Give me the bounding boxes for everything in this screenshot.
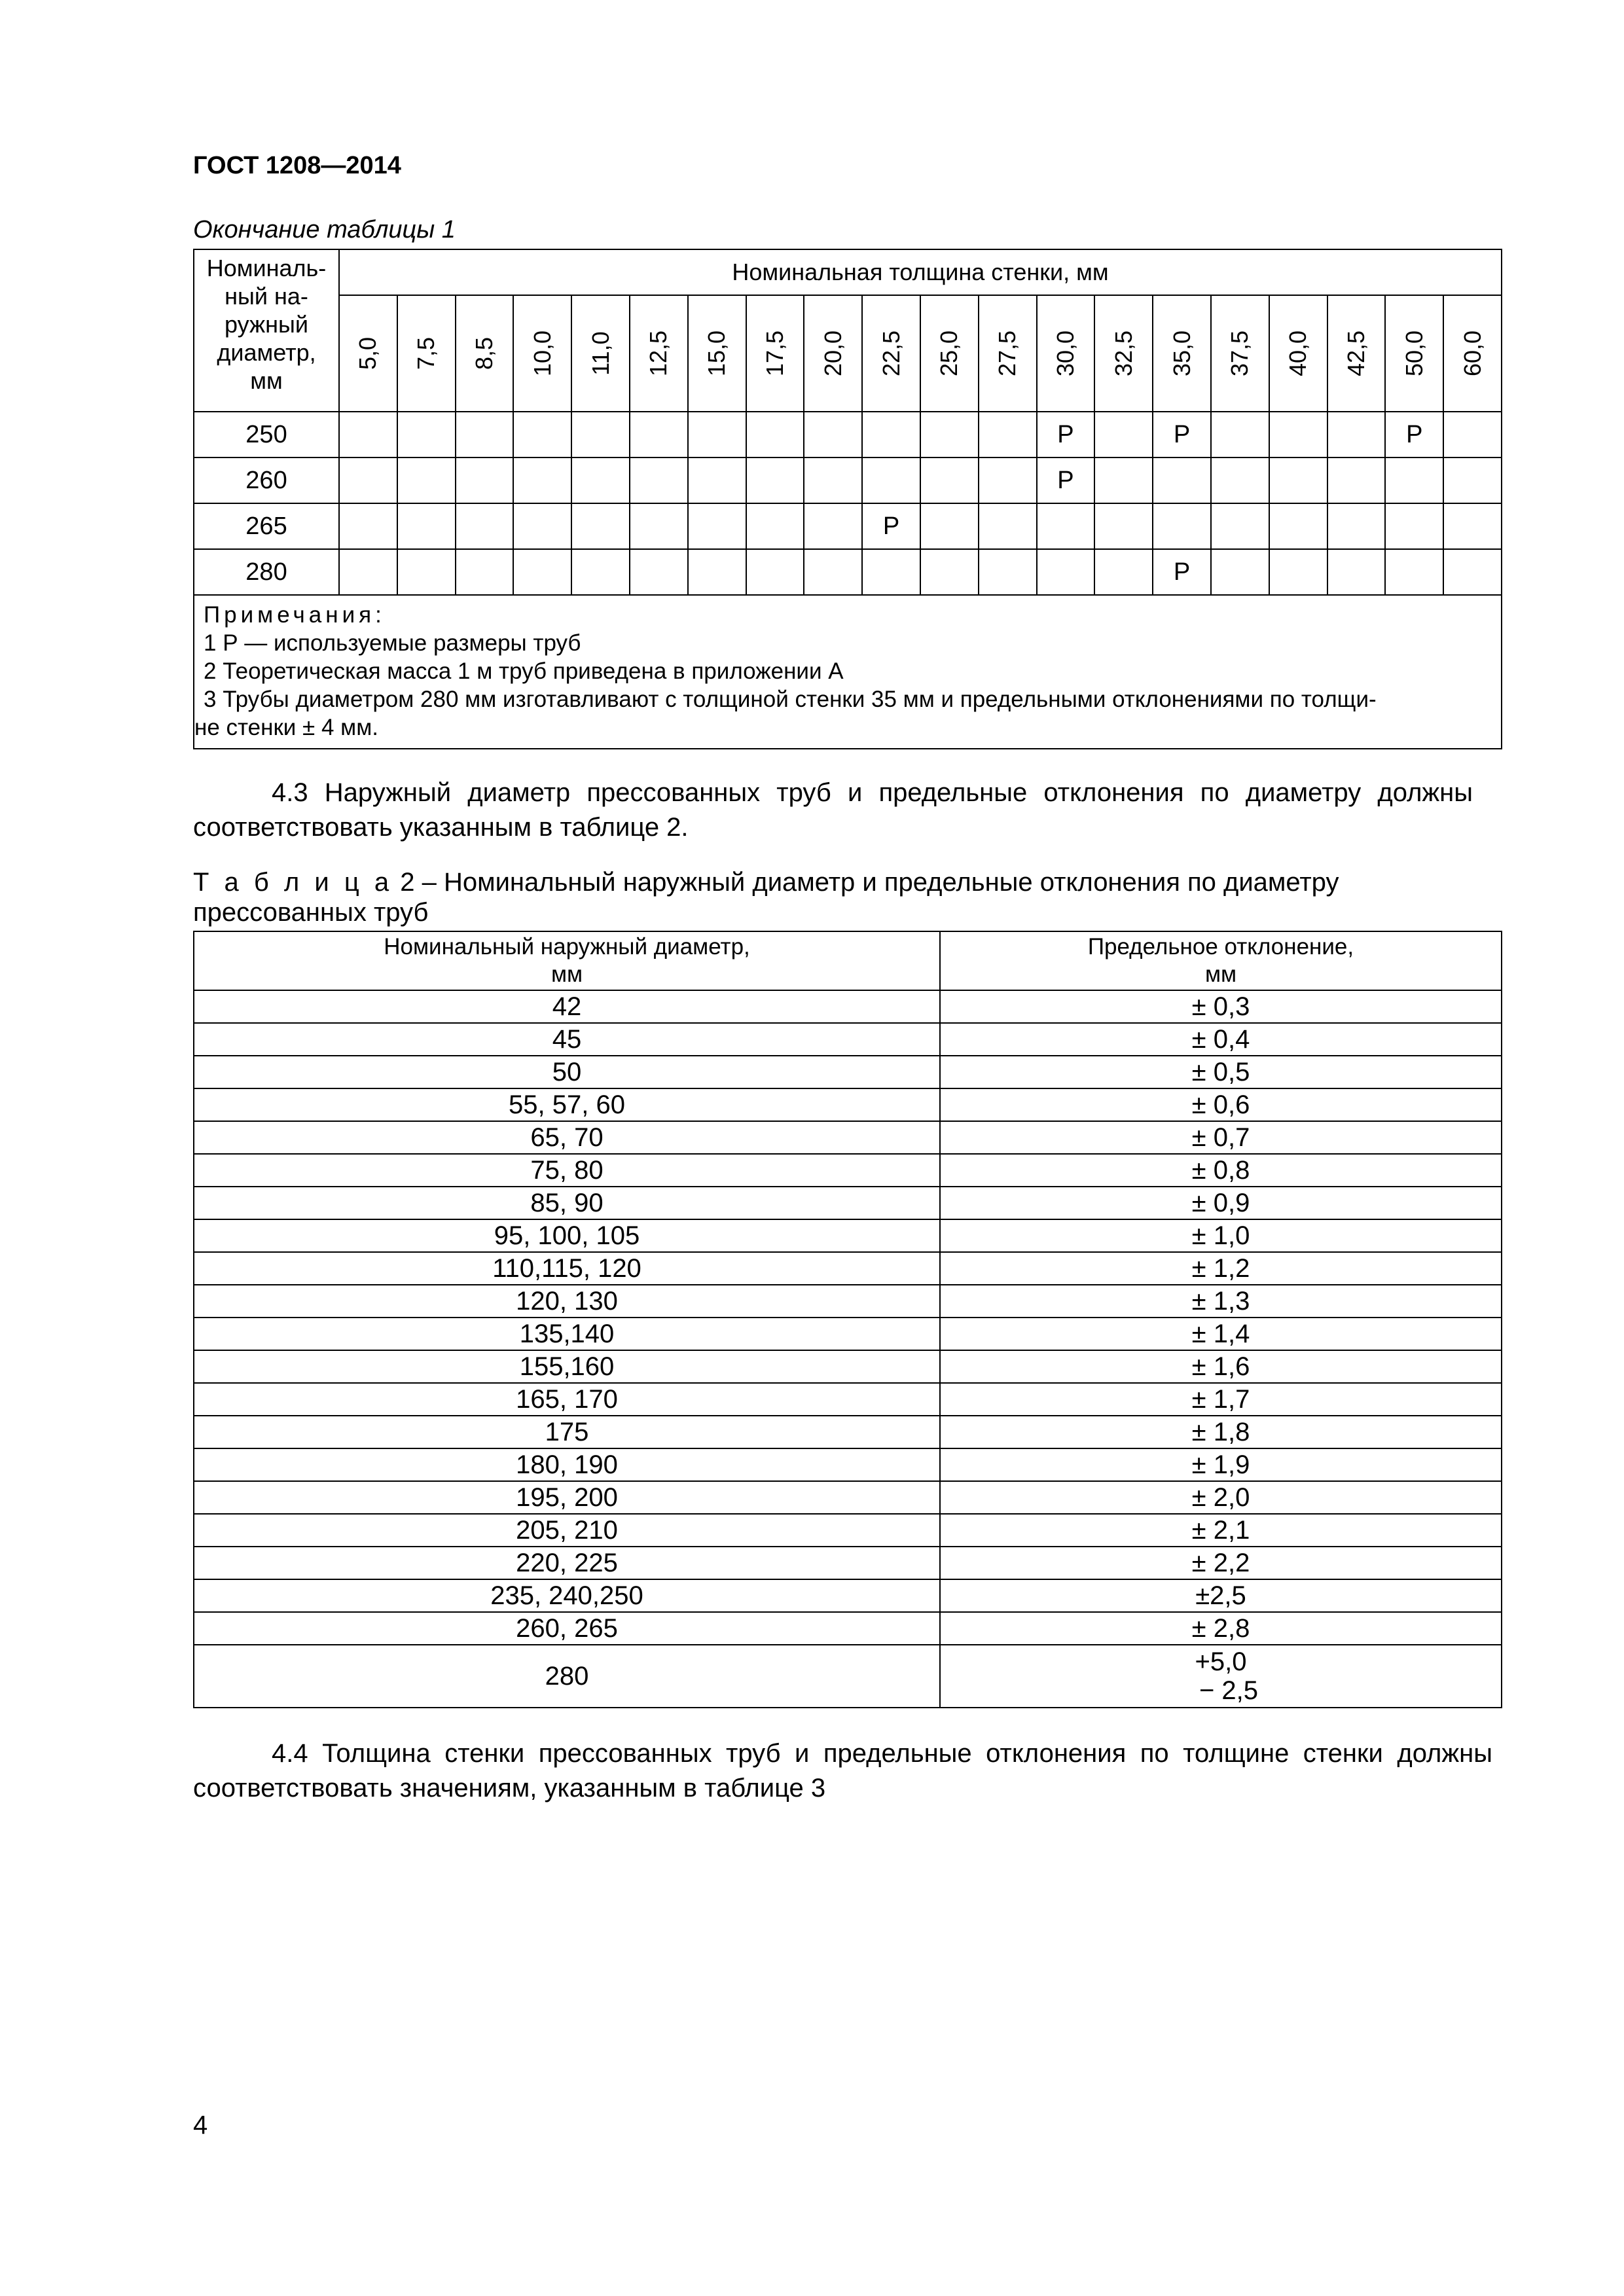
deviation-cell: ± 2,2	[940, 1547, 1502, 1579]
size-mark-cell: Р	[1037, 457, 1095, 503]
size-mark-cell	[1443, 549, 1502, 595]
table2	[193, 931, 1502, 1708]
size-mark-cell	[979, 549, 1037, 595]
thickness-header-cell	[804, 295, 862, 412]
table-row	[194, 1481, 1502, 1514]
note-3-cont: не стенки ± 4 мм.	[194, 715, 379, 740]
deviation-cell: ± 0,4	[940, 1023, 1502, 1056]
table-row	[194, 1579, 1502, 1612]
deviation-cell: ± 0,7	[940, 1121, 1502, 1154]
size-mark-cell	[979, 457, 1037, 503]
col2-header-line: Предельное отклонение,	[1087, 934, 1354, 960]
table-row	[194, 1547, 1502, 1579]
size-mark-cell	[920, 412, 979, 457]
size-mark-cell	[339, 503, 397, 549]
deviation-cell: ± 1,7	[940, 1383, 1502, 1416]
size-mark-cell	[1443, 412, 1502, 457]
diameter-cell: 250	[194, 412, 339, 457]
size-mark-cell	[513, 503, 571, 549]
thickness-header-cell	[1153, 295, 1211, 412]
diameter-cell: 235, 240,250	[194, 1579, 940, 1612]
size-mark-cell	[862, 412, 920, 457]
thickness-label: 60,0	[1458, 330, 1486, 377]
paragraph-4-4-text: 4.4 Толщина стенки прессованных труб и предельные отклонения по толщине стенки должны соответствовать значениям, указанным в таблице 3	[193, 1739, 1492, 1803]
table2-col2-header	[940, 931, 1502, 990]
size-mark-cell	[397, 503, 456, 549]
size-mark-cell	[1094, 412, 1153, 457]
table-row	[194, 549, 1502, 595]
size-mark-cell	[339, 549, 397, 595]
size-mark-cell	[920, 549, 979, 595]
thickness-label: 17,5	[761, 330, 788, 377]
size-mark-cell	[688, 457, 746, 503]
diameter-cell: 85, 90	[194, 1187, 940, 1219]
size-mark-cell	[804, 549, 862, 595]
thickness-header-cell	[339, 295, 397, 412]
diameter-cell: 135,140	[194, 1318, 940, 1350]
size-mark-cell	[397, 549, 456, 595]
size-mark-cell	[1153, 457, 1211, 503]
deviation-cell: ± 0,5	[940, 1056, 1502, 1088]
thickness-header-cell	[1211, 295, 1269, 412]
size-mark-cell	[746, 457, 804, 503]
diameter-cell: 175	[194, 1416, 940, 1448]
thickness-label: 37,5	[1226, 330, 1254, 377]
note-2: 2 Теоретическая масса 1 м труб приведена в приложении А	[204, 658, 844, 684]
size-mark-cell	[456, 412, 514, 457]
col1-header-line: Номинальный наружный диаметр,	[384, 934, 750, 960]
thickness-label: 32,5	[1110, 330, 1137, 377]
size-mark-cell	[1385, 549, 1443, 595]
deviation-minus: − 2,5	[1199, 1676, 1259, 1705]
document-header: ГОСТ 1208—2014	[193, 152, 401, 179]
paragraph-4-3	[193, 776, 1473, 845]
diameter-cell: 260, 265	[194, 1612, 940, 1645]
table1-diameter-header	[194, 249, 339, 412]
diameter-cell: 155,160	[194, 1350, 940, 1383]
size-mark-cell	[1269, 412, 1327, 457]
thickness-header-cell	[1385, 295, 1443, 412]
deviation-plus: +5,0	[1195, 1647, 1247, 1676]
size-mark-cell	[688, 549, 746, 595]
size-mark-cell	[688, 412, 746, 457]
diameter-cell: 50	[194, 1056, 940, 1088]
diameter-cell: 45	[194, 1023, 940, 1056]
table-row	[194, 1088, 1502, 1121]
thickness-label: 15,0	[703, 330, 731, 377]
size-mark-cell	[1443, 457, 1502, 503]
diam-header-line: ружный	[225, 311, 308, 338]
table-row	[194, 1056, 1502, 1088]
table1-caption: Окончание таблицы 1	[193, 216, 456, 243]
size-mark-cell	[1269, 549, 1327, 595]
thickness-label: 25,0	[935, 330, 963, 377]
size-mark-cell	[513, 457, 571, 503]
diam-header-line: ный на-	[225, 283, 308, 310]
table-row	[194, 1416, 1502, 1448]
size-mark-cell	[630, 412, 688, 457]
size-mark-cell: Р	[862, 503, 920, 549]
deviation-cell: ± 1,2	[940, 1252, 1502, 1285]
size-mark-cell	[513, 412, 571, 457]
thickness-header-cell	[1094, 295, 1153, 412]
thickness-label: 12,5	[645, 330, 672, 377]
thickness-label: 20,0	[819, 330, 846, 377]
table1	[193, 249, 1502, 749]
size-mark-cell	[630, 457, 688, 503]
thickness-label: 35,0	[1168, 330, 1195, 377]
deviation-cell: ± 1,0	[940, 1219, 1502, 1252]
table-row	[194, 1121, 1502, 1154]
notes-title: Примечания:	[204, 602, 386, 628]
deviation-cell: ± 1,3	[940, 1285, 1502, 1318]
size-mark-cell	[804, 412, 862, 457]
deviation-cell: ± 1,6	[940, 1350, 1502, 1383]
table2-last-deviation	[940, 1645, 1502, 1708]
size-mark-cell	[1327, 457, 1386, 503]
table-row	[194, 1350, 1502, 1383]
thickness-label: 27,5	[994, 330, 1021, 377]
size-mark-cell	[630, 549, 688, 595]
table-row	[194, 1448, 1502, 1481]
size-mark-cell	[804, 457, 862, 503]
thickness-label: 42,5	[1342, 330, 1369, 377]
thickness-header-cell	[397, 295, 456, 412]
size-mark-cell	[688, 503, 746, 549]
size-mark-cell	[1094, 503, 1153, 549]
diameter-cell: 55, 57, 60	[194, 1088, 940, 1121]
diameter-cell: 180, 190	[194, 1448, 940, 1481]
table2-last-diameter: 280	[194, 1645, 940, 1708]
diameter-cell: 75, 80	[194, 1154, 940, 1187]
size-mark-cell: Р	[1153, 412, 1211, 457]
thickness-header-cell	[862, 295, 920, 412]
size-mark-cell	[571, 457, 630, 503]
table2-caption-text: 2 – Номинальный наружный диаметр и предельные отклонения по диаметру прессованных труб	[193, 868, 1339, 927]
thickness-header-cell	[979, 295, 1037, 412]
size-mark-cell	[1269, 457, 1327, 503]
size-mark-cell	[746, 412, 804, 457]
size-mark-cell	[1211, 457, 1269, 503]
size-mark-cell	[1211, 549, 1269, 595]
thickness-header-cell	[688, 295, 746, 412]
thickness-header-cell	[1327, 295, 1386, 412]
diameter-cell: 205, 210	[194, 1514, 940, 1547]
table-row	[194, 457, 1502, 503]
thickness-label: 7,5	[412, 336, 440, 370]
col1-header-line: мм	[550, 961, 583, 987]
thickness-label: 10,0	[528, 330, 556, 377]
note-1: 1 Р — используемые размеры труб	[204, 630, 581, 656]
size-mark-cell	[456, 457, 514, 503]
deviation-cell: ± 2,1	[940, 1514, 1502, 1547]
paragraph-4-4	[193, 1736, 1492, 1806]
size-mark-cell	[804, 503, 862, 549]
size-mark-cell	[456, 503, 514, 549]
thickness-header-cell	[920, 295, 979, 412]
diam-header-line: Номиналь-	[206, 255, 327, 281]
size-mark-cell	[979, 503, 1037, 549]
thickness-header-cell	[1037, 295, 1095, 412]
thickness-label: 30,0	[1051, 330, 1079, 377]
size-mark-cell	[1443, 503, 1502, 549]
deviation-cell: ± 0,6	[940, 1088, 1502, 1121]
diameter-cell: 120, 130	[194, 1285, 940, 1318]
deviation-cell: ± 0,3	[940, 990, 1502, 1023]
thickness-label: 50,0	[1400, 330, 1428, 377]
table2-col1-header	[194, 931, 940, 990]
size-mark-cell	[1094, 457, 1153, 503]
deviation-cell: ± 1,9	[940, 1448, 1502, 1481]
table-row	[194, 1187, 1502, 1219]
thickness-header-cell	[513, 295, 571, 412]
diameter-cell: 110,115, 120	[194, 1252, 940, 1285]
size-mark-cell	[1037, 549, 1095, 595]
thickness-label: 8,5	[470, 336, 497, 370]
thickness-header-cell	[571, 295, 630, 412]
size-mark-cell	[397, 412, 456, 457]
table1-notes	[194, 595, 1502, 749]
size-mark-cell	[979, 412, 1037, 457]
table-row	[194, 1514, 1502, 1547]
size-mark-cell	[1153, 503, 1211, 549]
thickness-header-cell	[456, 295, 514, 412]
size-mark-cell	[571, 503, 630, 549]
size-mark-cell	[630, 503, 688, 549]
size-mark-cell	[746, 503, 804, 549]
size-mark-cell	[862, 457, 920, 503]
table2-caption	[193, 867, 1486, 927]
thickness-header-cell	[1269, 295, 1327, 412]
diameter-cell: 265	[194, 503, 339, 549]
diam-header-line: мм	[250, 367, 283, 394]
thickness-label: 40,0	[1284, 330, 1312, 377]
page-number: 4	[193, 2111, 208, 2140]
size-mark-cell	[339, 412, 397, 457]
size-mark-cell	[1327, 503, 1386, 549]
table-row	[194, 412, 1502, 457]
thickness-header-cell	[1443, 295, 1502, 412]
diameter-cell: 220, 225	[194, 1547, 940, 1579]
deviation-cell: ± 2,8	[940, 1612, 1502, 1645]
table-row	[194, 1612, 1502, 1645]
size-mark-cell	[920, 457, 979, 503]
size-mark-cell	[1327, 549, 1386, 595]
diameter-cell: 195, 200	[194, 1481, 940, 1514]
size-mark-cell	[1211, 412, 1269, 457]
diameter-cell: 65, 70	[194, 1121, 940, 1154]
table-row	[194, 1383, 1502, 1416]
size-mark-cell	[1211, 503, 1269, 549]
table-row	[194, 1154, 1502, 1187]
size-mark-cell	[1327, 412, 1386, 457]
size-mark-cell	[920, 503, 979, 549]
table-row	[194, 1252, 1502, 1285]
diameter-cell: 165, 170	[194, 1383, 940, 1416]
size-mark-cell	[513, 549, 571, 595]
deviation-cell: ± 2,0	[940, 1481, 1502, 1514]
size-mark-cell	[746, 549, 804, 595]
table-row	[194, 1318, 1502, 1350]
deviation-cell: ± 1,8	[940, 1416, 1502, 1448]
paragraph-4-3-text: 4.3 Наружный диаметр прессованных труб и предельные отклонения по диаметру должны соответствовать указанным в таблице 2.	[193, 778, 1473, 842]
size-mark-cell	[1269, 503, 1327, 549]
table-row	[194, 1285, 1502, 1318]
deviation-cell: ± 0,9	[940, 1187, 1502, 1219]
diameter-cell: 260	[194, 457, 339, 503]
size-mark-cell	[339, 457, 397, 503]
table-row	[194, 503, 1502, 549]
thickness-label: 22,5	[877, 330, 905, 377]
note-3: 3 Трубы диаметром 280 мм изготавливают с толщиной стенки 35 мм и предельными отклонениями по толщи-	[204, 687, 1377, 712]
table-row	[194, 990, 1502, 1023]
thickness-label: 5,0	[354, 336, 382, 370]
thickness-label: 11,0	[586, 331, 614, 376]
size-mark-cell	[571, 549, 630, 595]
size-mark-cell: Р	[1153, 549, 1211, 595]
col2-header-line: мм	[1204, 961, 1237, 987]
size-mark-cell: Р	[1037, 412, 1095, 457]
size-mark-cell: Р	[1385, 412, 1443, 457]
diameter-cell: 42	[194, 990, 940, 1023]
table1-thickness-header: Номинальная толщина стенки, мм	[339, 249, 1502, 295]
diam-header-line: диаметр,	[217, 339, 316, 366]
thickness-header-cell	[746, 295, 804, 412]
size-mark-cell	[397, 457, 456, 503]
diameter-cell: 280	[194, 549, 339, 595]
table-row	[194, 1023, 1502, 1056]
table2-caption-label: Т а б л и ц а	[193, 868, 393, 897]
size-mark-cell	[456, 549, 514, 595]
deviation-cell: ±2,5	[940, 1579, 1502, 1612]
size-mark-cell	[1094, 549, 1153, 595]
size-mark-cell	[1385, 503, 1443, 549]
diameter-cell: 95, 100, 105	[194, 1219, 940, 1252]
size-mark-cell	[571, 412, 630, 457]
size-mark-cell	[1037, 503, 1095, 549]
size-mark-cell	[1385, 457, 1443, 503]
thickness-header-cell	[630, 295, 688, 412]
table-row	[194, 1219, 1502, 1252]
deviation-cell: ± 1,4	[940, 1318, 1502, 1350]
size-mark-cell	[862, 549, 920, 595]
deviation-cell: ± 0,8	[940, 1154, 1502, 1187]
